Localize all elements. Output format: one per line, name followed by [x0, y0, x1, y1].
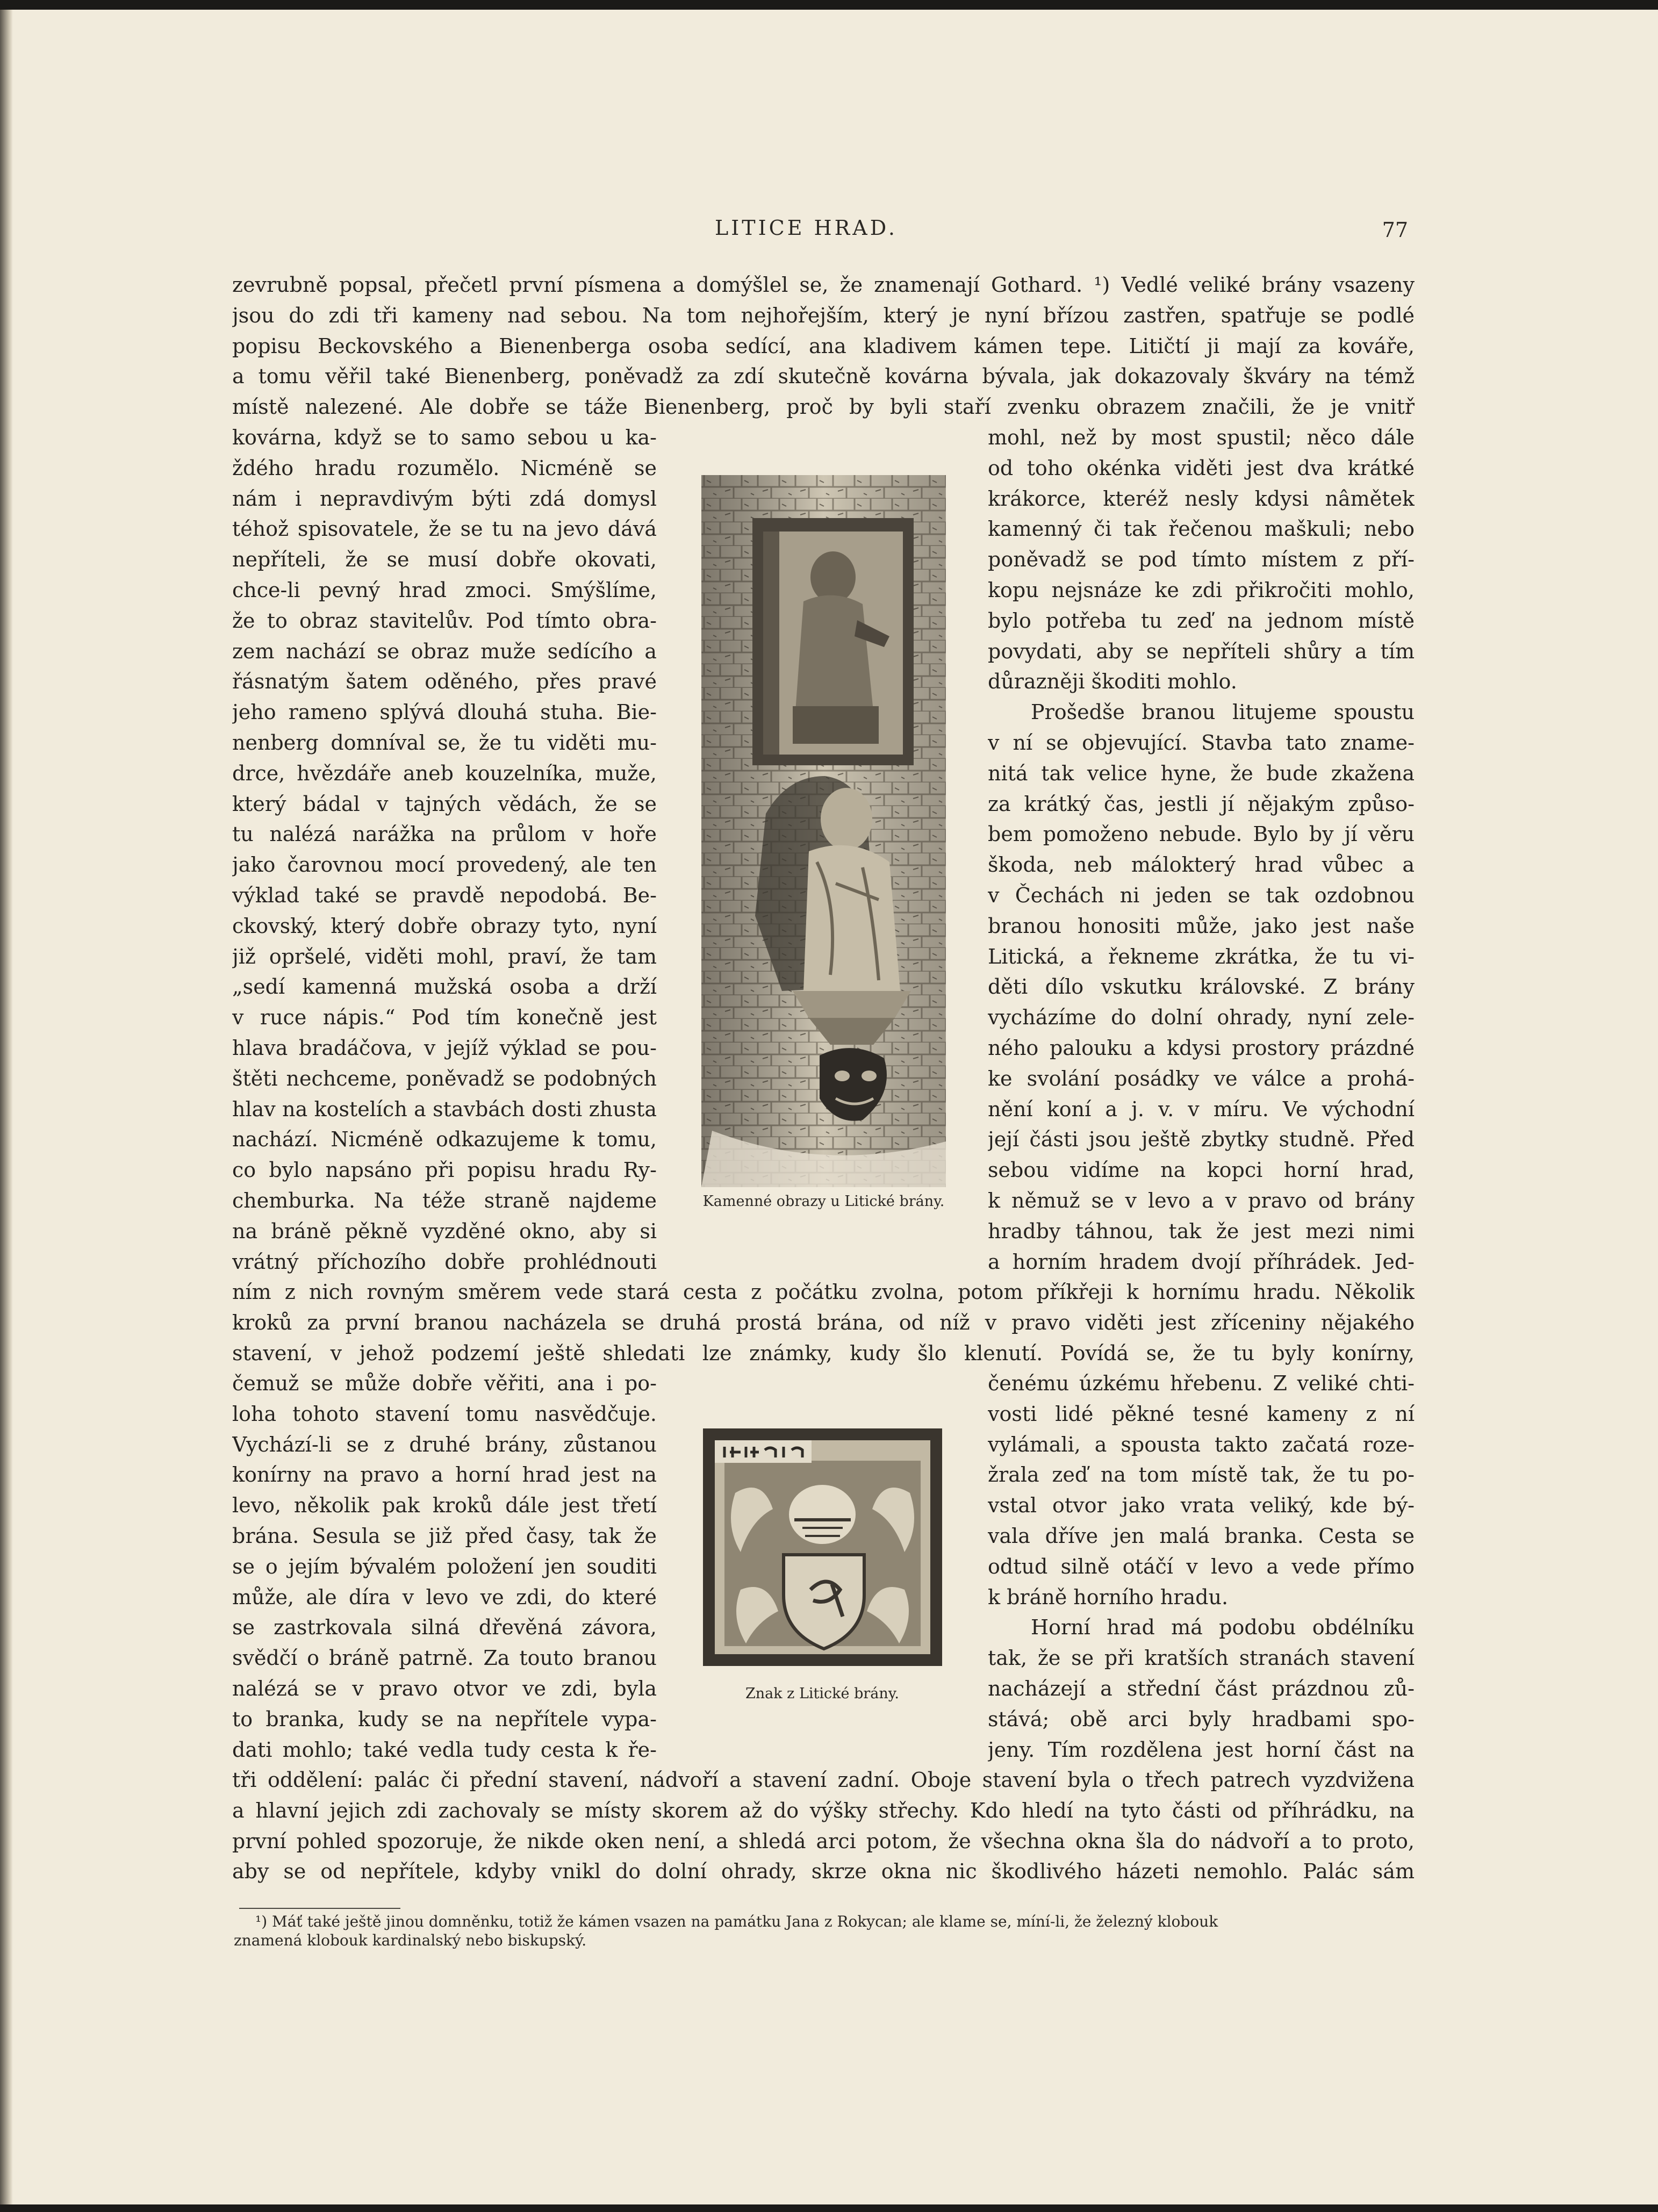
- text-line: poněvadž se pod tímto místem z pří-: [988, 548, 1415, 572]
- text-line: jeny. Tím rozdělena jest horní část na: [988, 1737, 1415, 1762]
- text-line: škoda, neb málokterý hrad vůbec a: [988, 853, 1415, 877]
- figure-1-caption: Kamenné obrazy u Litické brány.: [702, 1193, 945, 1210]
- running-title: LITICE HRAD.: [715, 216, 898, 240]
- text-line: a tomu věřil také Bienenberg, poněvadž za zdí skutečně kovárna bývala, jak dokazovaly škváry na témž: [232, 364, 1415, 389]
- text-line: štěti nechceme, poněvadž se podobných: [232, 1066, 657, 1090]
- text-line: ného palouku a kdysi prostory prázdné: [988, 1036, 1415, 1060]
- text-line: ckovský, který dobře obrazy tyto, nyní: [232, 914, 657, 938]
- text-line: místě nalezené. Ale dobře se táže Bienenberg, proč by byli staří zvenku obrazem značili, že je vnitř: [232, 395, 1415, 419]
- text-line: téhož spisovatele, že se tu na jevo dává: [232, 517, 657, 541]
- text-line: nepříteli, že se musí dobře okovati,: [232, 548, 657, 572]
- text-line: nachází. Nicméně odkazujeme k tomu,: [232, 1127, 657, 1152]
- text-line: aby se od nepřítele, kdyby vnikl do dolní ohrady, skrze okna nic škodlivého házeti nemohlo. Palác sám: [232, 1859, 1415, 1884]
- text-line: drce, hvězdáře aneb kouzelníka, muže,: [232, 761, 657, 785]
- text-line: nitá tak velice hyne, že bude zkažena: [988, 761, 1415, 785]
- text-line: konírny na pravo a horní hrad jest na: [232, 1463, 657, 1487]
- text-line: sebou vidíme na kopci horní hrad,: [988, 1158, 1415, 1182]
- text-line: v ruce nápis.“ Pod tím konečně jest: [232, 1006, 657, 1030]
- text-line: výklad také se pravdě nepodobá. Be-: [232, 883, 657, 907]
- book-binding-edge: [0, 10, 13, 2204]
- text-line: může, ale díra v levo ve zdi, do které: [232, 1585, 657, 1609]
- text-line: vosti lidé pěkné tesné kameny z ní: [988, 1402, 1415, 1426]
- text-line: vrátný příchozího dobře prohlédnouti: [232, 1249, 657, 1274]
- text-line: levo, několik pak kroků dále jest třetí: [232, 1493, 657, 1518]
- text-line: řásnatým šatem oděného, přes pravé: [232, 670, 657, 694]
- book-page: [0, 10, 1658, 2204]
- stone-reliefs-illustration: [701, 475, 946, 1187]
- text-line: a horním hradem dvojí příhrádek. Jed-: [988, 1249, 1415, 1274]
- text-line: ke svolání posádky ve válce a prohá-: [988, 1066, 1415, 1090]
- text-line: „sedí kamenná mužská osoba a drží: [232, 975, 657, 999]
- text-line: čenému úzkému hřebenu. Z veliké chti-: [988, 1371, 1415, 1395]
- top-paragraph: [232, 270, 1415, 422]
- text-line: nění koní a j. v. v míru. Ve východní: [988, 1097, 1415, 1121]
- figure-2-caption: Znak z Litické brány.: [745, 1685, 900, 1702]
- text-line: tři oddělení: palác či přední stavení, nádvoří a stavení zadní. Oboje stavení byla o třech patrech vyzdvižena: [232, 1768, 1415, 1792]
- text-line: kopu nejsnáze ke zdi přikročiti mohlo,: [988, 578, 1415, 602]
- text-line: se o jejím bývalém položení jen souditi: [232, 1554, 657, 1578]
- text-line: ním z nich rovným směrem vede stará cesta z počátku zvolna, potom příkřeji k hornímu hradu. Několik: [232, 1280, 1415, 1304]
- text-line: hradby táhnou, tak že jest mezi nimi: [988, 1219, 1415, 1243]
- text-line: který bádal v tajných vědách, že se: [232, 792, 657, 816]
- text-line: v Čechách ni jeden se tak ozdobnou: [988, 883, 1415, 907]
- footnote-line: znamená klobouk kardinalský nebo biskupský.: [234, 1931, 587, 1949]
- text-line: k bráně horního hradu.: [988, 1585, 1229, 1609]
- text-line: děti dílo vskutku královské. Z brány: [988, 975, 1415, 999]
- text-line: vycházíme do dolní ohrady, nyní zele-: [988, 1006, 1415, 1030]
- text-line: tak, že se při kratších stranách stavení: [988, 1646, 1415, 1670]
- text-line: čemuž se může dobře věřiti, ana i po-: [232, 1371, 657, 1395]
- text-line: vala dříve jen malá branka. Cesta se: [988, 1524, 1415, 1548]
- text-line: od toho okénka viděti jest dva krátké: [988, 456, 1415, 480]
- text-line: první pohled spozoruje, že nikde oken není, a shledá arci potom, že všechna okna šla do nádvoří a to proto,: [232, 1829, 1415, 1853]
- text-line: Horní hrad má podobu obdélníku: [1031, 1615, 1415, 1640]
- text-line: svědčí o bráně patrně. Za touto branou: [232, 1646, 657, 1670]
- text-line: již opršelé, viděti mohl, praví, že tam: [232, 944, 657, 968]
- text-line: vylámali, a spousta takto začatá roze-: [988, 1432, 1415, 1456]
- text-line: branou honositi může, jako jest naše: [988, 914, 1415, 938]
- text-line: zem nachází se obraz muže sedícího a: [232, 639, 657, 663]
- page-number: 77: [1382, 218, 1408, 242]
- left-column-1: [232, 422, 657, 1277]
- middle-paragraph: [232, 1277, 1415, 1368]
- text-line: její části jsou ještě zbytky studně. Před: [988, 1127, 1415, 1152]
- right-column-1: [988, 422, 1415, 1277]
- bottom-paragraph: [232, 1765, 1415, 1887]
- text-line: nenberg domníval se, že tu viděti mu-: [232, 730, 657, 755]
- text-line: popisu Beckovského a Bienenberga osoba sedící, ana kladivem kámen tepe. Litičtí ji mají za kováře,: [232, 334, 1415, 358]
- text-line: Prošedše branou litujeme spoustu: [1031, 700, 1415, 724]
- text-line: stává; obě arci byly hradbami spo-: [988, 1707, 1415, 1731]
- text-line: jsou do zdi tři kameny nad sebou. Na tom nejhořejším, který je nyní břízou zastřen, spatřuje se podlé: [232, 303, 1415, 327]
- text-line: a hlavní jejich zdi zachovaly se místy skorem až do výšky střechy. Kdo hledí na tyto části od příhrádku, na: [232, 1798, 1415, 1822]
- footnote-line: ¹) Máť také ještě jinou domněnku, totiž že kámen vsazen na památku Jana z Rokycan; ale klame se, míní-li, že železný klobouk: [255, 1913, 1218, 1930]
- coat-of-arms-illustration: [703, 1428, 942, 1666]
- text-line: tu nalézá narážka na průlom v hoře: [232, 822, 657, 846]
- text-line: důrazněji škoditi mohlo.: [988, 670, 1237, 694]
- text-line: za krátký čas, jestli jí nějakým způso-: [988, 792, 1415, 816]
- text-line: Litická, a řekneme zkrátka, že tu vi-: [988, 944, 1415, 968]
- text-line: že to obraz stavitelův. Pod tímto obra-: [232, 608, 657, 633]
- text-line: bylo potřeba tu zeď na jednom místě: [988, 608, 1415, 633]
- left-column-2: [232, 1368, 657, 1765]
- text-line: kamenný či tak řečenou maškuli; nebo: [988, 517, 1415, 541]
- text-line: bem pomoženo nebude. Bylo by jí věru: [988, 822, 1415, 846]
- text-line: stavení, v jehož podzemí ještě shledati lze známky, kudy šlo klenutí. Povídá se, že tu byly konírny,: [232, 1341, 1415, 1365]
- text-line: kovárna, když se to samo sebou u ka-: [232, 426, 657, 449]
- text-line: chemburka. Na téže straně najdeme: [232, 1188, 657, 1212]
- text-line: k němuž se v levo a v pravo od brány: [988, 1188, 1415, 1212]
- text-line: loha tohoto stavení tomu nasvědčuje.: [232, 1402, 657, 1426]
- footnote-separator: [239, 1908, 400, 1909]
- text-line: povydati, aby se nepříteli shůry a tím: [988, 639, 1415, 663]
- text-line: dati mohlo; také vedla tudy cesta k ře-: [232, 1737, 657, 1762]
- text-line: hlava bradáčova, v jejíž výklad se pou-: [232, 1036, 657, 1060]
- text-line: to branka, kudy se na nepřítele vypa-: [232, 1707, 657, 1731]
- text-line: vstal otvor jako vrata veliký, kde bý-: [988, 1493, 1415, 1518]
- text-line: nám i nepravdivým býti zdá domysl: [232, 486, 657, 511]
- footnote: [234, 1912, 1416, 1950]
- text-line: jeho rameno splývá dlouhá stuha. Bie-: [232, 700, 657, 724]
- text-line: chce-li pevný hrad zmoci. Smýšlíme,: [232, 578, 657, 602]
- text-line: kroků za první branou nacházela se druhá prostá brána, od níž v pravo viděti jest zříceniny nějakého: [232, 1310, 1415, 1334]
- text-line: nacházejí a střední část prázdnou zů-: [988, 1676, 1415, 1700]
- text-line: žrala zeď na tom místě tak, že tu po-: [988, 1463, 1415, 1487]
- text-line: zevrubně popsal, přečetl první písmena a domýšlel se, že znamenají Gothard. ¹) Vedlé veliké brány vsazeny: [232, 273, 1415, 297]
- text-line: v ní se objevující. Stavba tato zname-: [988, 730, 1415, 755]
- text-line: ždého hradu rozumělo. Nicméně se: [232, 456, 657, 480]
- text-line: krákorce, kteréž nesly kdysi nâmětek: [988, 486, 1415, 511]
- text-line: nalézá se v pravo otvor ve zdi, byla: [232, 1676, 657, 1700]
- text-line: co bylo napsáno při popisu hradu Ry-: [232, 1158, 657, 1182]
- text-line: odtud silně otáčí v levo a vede přímo: [988, 1554, 1415, 1578]
- text-line: hlav na kostelích a stavbách dosti zhusta: [232, 1097, 657, 1121]
- text-line: mohl, než by most spustil; něco dále: [988, 426, 1415, 449]
- text-line: Vychází-li se z druhé brány, zůstanou: [232, 1432, 657, 1456]
- text-line: jako čarovnou mocí provedený, ale ten: [232, 853, 657, 877]
- right-column-2: [988, 1368, 1415, 1765]
- text-line: brána. Sesula se již před časy, tak že: [232, 1524, 657, 1548]
- text-line: se zastrkovala silná dřevěná závora,: [232, 1615, 657, 1640]
- text-line: na bráně pěkně vyzděné okno, aby si: [232, 1219, 657, 1243]
